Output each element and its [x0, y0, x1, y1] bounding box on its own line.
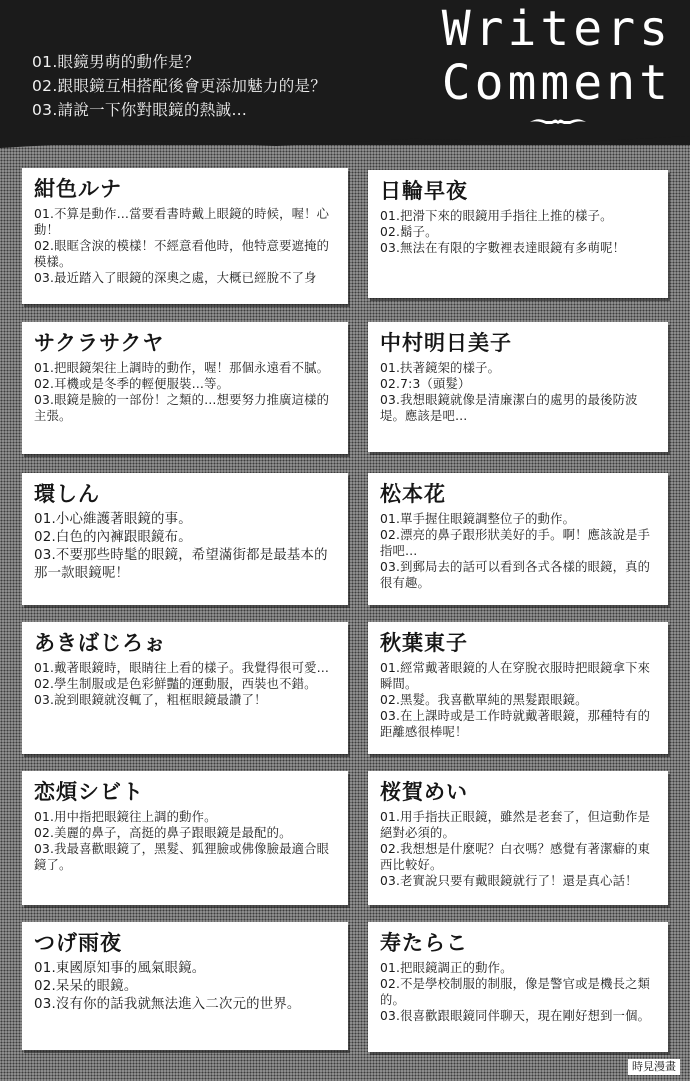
- answer-list: [380, 809, 656, 889]
- writer-name: 寿たらこ: [380, 930, 468, 955]
- writer-name: 中村明日美子: [380, 330, 512, 355]
- answer-3: 03.老實說只要有戴眼鏡就行了！還是真心話！: [380, 874, 638, 888]
- question-1: 01.眼鏡男萌的動作是？: [32, 53, 200, 71]
- answer-list: [34, 960, 336, 1014]
- answer-1: 01.經常戴著眼鏡的人在穿脫衣服時把眼鏡拿下來瞬間。: [380, 661, 651, 691]
- title-line-comment: Comment: [441, 55, 672, 111]
- comment-card-1: [22, 168, 348, 304]
- comment-card-9: [368, 473, 668, 605]
- answer-3: 03.無法在有限的字數裡表達眼鏡有多萌呢！: [380, 241, 626, 255]
- writer-name: 環しん: [34, 481, 100, 506]
- answer-list: [34, 206, 336, 286]
- answer-2: 02.黑髮。我喜歡單純的黑髮跟眼鏡。: [380, 693, 588, 707]
- comment-card-8: [368, 322, 668, 452]
- title-line-writers: Writers: [441, 1, 672, 57]
- answer-2: 02.不是學校制服的制服，像是警官或是機長之類的。: [380, 977, 651, 1007]
- answer-list: [380, 208, 656, 256]
- answer-1: 01.把眼鏡架往上調時的動作，喔！那個永遠看不膩。: [34, 361, 330, 375]
- answer-2: 02.鬍子。: [380, 225, 438, 239]
- question-3: 03.請說一下你對眼鏡的熱誠…: [32, 101, 248, 119]
- comment-card-10: [368, 622, 668, 754]
- comment-card-11: [368, 771, 668, 905]
- writer-name: 恋煩シビト: [34, 779, 144, 804]
- answer-2: 02.我想想是什麼呢？白衣嗎？感覺有著潔癖的東西比較好。: [380, 842, 651, 872]
- answer-3: 03.很喜歡跟眼鏡同伴聊天，現在剛好想到一個。: [380, 1009, 651, 1023]
- answer-3: 03.沒有你的話我就無法進入二次元的世界。: [34, 997, 301, 1012]
- question-list: [32, 50, 326, 122]
- answer-2: 02.耳機或是冬季的輕便服裝…等。: [34, 377, 230, 391]
- answer-3: 03.說到眼鏡就沒輒了，粗框眼鏡最讚了！: [34, 693, 267, 707]
- comment-card-7: [368, 170, 668, 298]
- answer-2: 02.白色的內褲跟眼鏡布。: [34, 530, 192, 545]
- answer-list: [380, 660, 656, 740]
- page-title: [442, 2, 672, 110]
- answer-list: [380, 511, 656, 591]
- writer-name: 桜賀めい: [380, 779, 468, 804]
- answer-2: 02.眼眶含淚的模樣！不經意看他時，他特意要遮掩的模樣。: [34, 239, 330, 269]
- answer-1: 01.單手握住眼鏡調整位子的動作。: [380, 512, 576, 526]
- writer-name: 紺色ルナ: [34, 176, 122, 201]
- watermark-credit: 時見漫畫: [628, 1059, 680, 1075]
- answer-3: 03.我最喜歡眼鏡了，黑髮、狐狸臉或佛像臉最適合眼鏡了。: [34, 842, 330, 872]
- answer-1: 01.戴著眼鏡時，眼睛往上看的樣子。我覺得很可愛…: [34, 661, 330, 675]
- ornament-icon: [528, 116, 588, 126]
- question-2: 02.跟眼鏡互相搭配後會更添加魅力的是？: [32, 77, 327, 95]
- writer-name: 松本花: [380, 481, 446, 506]
- comment-card-4: [22, 622, 348, 754]
- answer-list: [380, 960, 656, 1024]
- answer-3: 03.我想眼鏡就像是清廉潔白的處男的最後防波堤。應該是吧…: [380, 393, 638, 423]
- comment-card-3: [22, 473, 348, 605]
- answer-2: 02.漂亮的鼻子跟形狀美好的手。啊！應該說是手指吧…: [380, 528, 651, 558]
- writer-name: つげ雨夜: [34, 930, 122, 955]
- answer-1: 01.不算是動作…當要看書時戴上眼鏡的時候，喔！心動！: [34, 207, 330, 237]
- answer-3: 03.在上課時或是工作時就戴著眼鏡，那種特有的距離感很棒呢！: [380, 709, 651, 739]
- answer-1: 01.小心維護著眼鏡的事。: [34, 512, 192, 527]
- answer-3: 03.最近踏入了眼鏡的深奧之處，大概已經脫不了身: [34, 271, 317, 285]
- writer-name: 秋葉東子: [380, 630, 468, 655]
- answer-list: [34, 360, 336, 424]
- answer-3: 03.不要那些時髦的眼鏡，希望滿街都是最基本的那一款眼鏡呢！: [34, 548, 328, 581]
- answer-2: 02.學生制服或是色彩鮮豔的運動服，西裝也不錯。: [34, 677, 317, 691]
- comment-card-6: [22, 922, 348, 1050]
- answer-1: 01.扶著鏡架的樣子。: [380, 361, 501, 375]
- writer-name: サクラサクヤ: [34, 330, 165, 355]
- comment-card-2: [22, 322, 348, 454]
- answer-list: [380, 360, 656, 424]
- writer-name: 日輪早夜: [380, 178, 468, 203]
- answer-1: 01.東國原知事的風氣眼鏡。: [34, 961, 206, 976]
- answer-1: 01.用中指把眼鏡往上調的動作。: [34, 810, 217, 824]
- answer-list: [34, 809, 336, 873]
- answer-3: 03.眼鏡是臉的一部份！之類的…想要努力推廣這樣的主張。: [34, 393, 330, 423]
- answer-1: 01.用手指扶正眼鏡，雖然是老套了，但這動作是絕對必須的。: [380, 810, 651, 840]
- comment-card-12: [368, 922, 668, 1052]
- answer-2: 02.7:3（頭髮）: [380, 377, 471, 391]
- answer-3: 03.到郵局去的話可以看到各式各樣的眼鏡，真的很有趣。: [380, 560, 651, 590]
- answer-list: [34, 660, 336, 708]
- writer-name: あきばじろぉ: [34, 630, 166, 655]
- answer-2: 02.美麗的鼻子，高挺的鼻子跟眼鏡是最配的。: [34, 826, 292, 840]
- answer-1: 01.把滑下來的眼鏡用手指往上推的樣子。: [380, 209, 613, 223]
- answer-2: 02.呆呆的眼鏡。: [34, 979, 138, 994]
- answer-1: 01.把眼鏡調正的動作。: [380, 961, 513, 975]
- answer-list: [34, 511, 336, 583]
- comment-card-5: [22, 771, 348, 905]
